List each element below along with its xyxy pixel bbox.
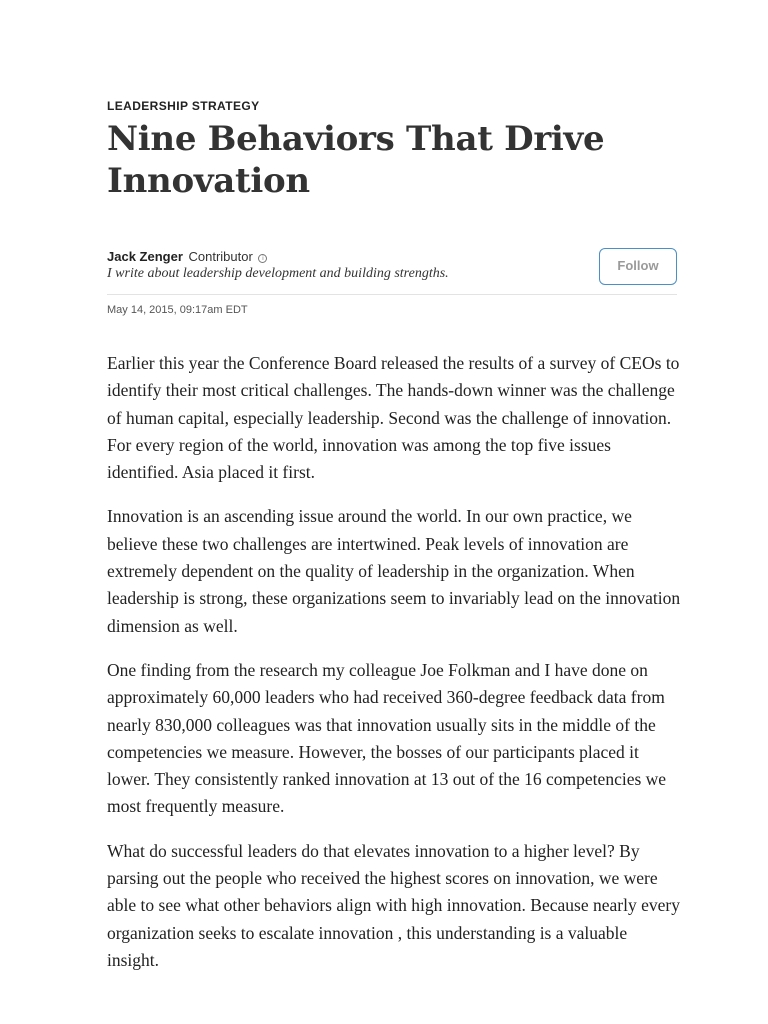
author-line (107, 249, 267, 264)
article-title: Nine Behaviors That Drive Innovation (107, 119, 605, 201)
byline (107, 248, 677, 295)
body-paragraph: Innovation is an ascending issue around the world. In our own practice, we believe these two challenges are intertwined. Peak levels of innovation are extremely dependent on the quality of leadership in the organization. When leadership is strong, these organizations seem to invariably lead on the innovation dimension as well. (107, 506, 681, 636)
body-paragraph: Earlier this year the Conference Board released the results of a survey of CEOs to identify their most critical challenges. The hands-down winner was the challenge of human capital, especially leadership. Second was the challenge of innovation. For every region of the world, innovation was among the top five issues identified. Asia placed it first. (107, 353, 680, 483)
author-bio: I write about leadership development and building strengths. (107, 266, 449, 281)
follow-button[interactable]: Follow (599, 248, 677, 285)
body-paragraph: What do successful leaders do that elevates innovation to a higher level? By parsing out the people who received the highest scores on innovation, we were able to see what other behaviors align with high innovation. Because nearly every organization seeks to escalate innovation , this understanding is a valuable insight. (107, 840, 680, 970)
body-paragraph: One finding from the research my colleague Joe Folkman and I have done on approximately 60,000 leaders who had received 360-degree feedback data from nearly 830,000 colleagues was that innovation usually sits in the middle of the competencies we measure. However, the bosses of our participants placed it lower. They consistently ranked innovation at 13 out of the 16 competencies we most frequently measure. (107, 659, 667, 817)
author-name-link[interactable]: Jack Zenger (107, 249, 183, 264)
author-role: Contributor (188, 249, 253, 264)
article-body (107, 350, 682, 991)
publish-date: May 14, 2015, 09:17am EDT (107, 304, 248, 316)
section-kicker-link[interactable]: LEADERSHIP STRATEGY (107, 99, 260, 113)
info-icon[interactable]: i (258, 254, 267, 263)
